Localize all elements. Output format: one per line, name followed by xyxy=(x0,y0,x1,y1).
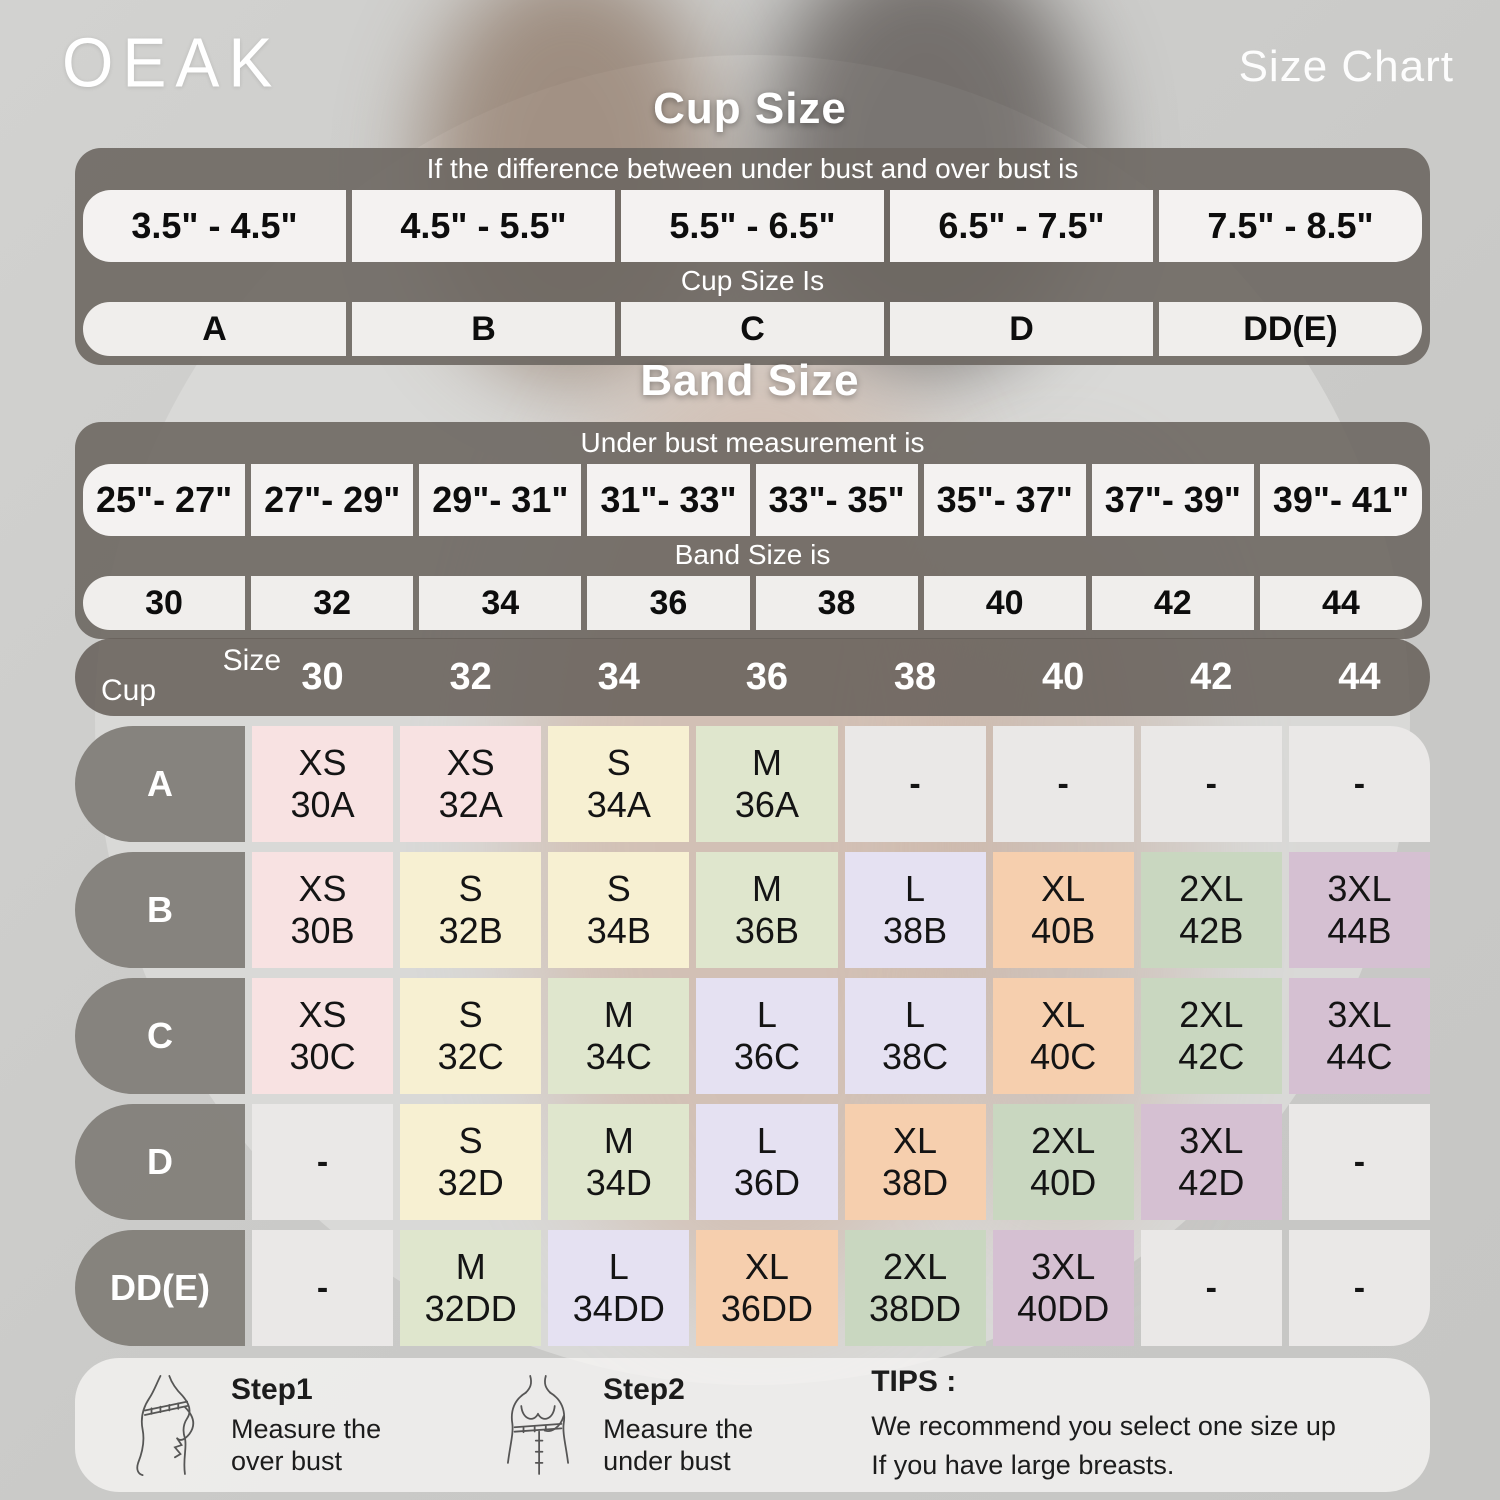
matrix-cell: XL 40B xyxy=(993,852,1134,968)
matrix-cell: L 36D xyxy=(696,1104,837,1220)
cup-value-row xyxy=(83,302,1422,356)
band-range-cell: 29"- 31" xyxy=(419,464,581,536)
matrix-cell: 2XL 40D xyxy=(993,1104,1134,1220)
band-condition-label: Under bust measurement is xyxy=(580,427,925,458)
matrix-cell: - xyxy=(993,726,1134,842)
band-value-cell: 34 xyxy=(419,576,581,630)
band-range-cell: 33"- 35" xyxy=(756,464,918,536)
band-range-cell: 31"- 33" xyxy=(587,464,749,536)
band-value-cell: 30 xyxy=(83,576,245,630)
matrix-cell: S 32C xyxy=(400,978,541,1094)
matrix-cell: 3XL 42D xyxy=(1141,1104,1282,1220)
matrix-cell: S 34B xyxy=(548,852,689,968)
matrix-col-header: 30 xyxy=(301,655,344,698)
matrix-header-row xyxy=(75,638,1430,716)
matrix-row xyxy=(75,726,1430,842)
matrix-cell: S 34A xyxy=(548,726,689,842)
band-value-row xyxy=(83,576,1422,630)
matrix-cell: S 32B xyxy=(400,852,541,968)
matrix-row xyxy=(75,1104,1430,1220)
measure-under-bust-icon xyxy=(499,1373,577,1477)
step1-text xyxy=(231,1373,381,1478)
matrix-cell: M 34C xyxy=(548,978,689,1094)
measure-over-bust-icon xyxy=(127,1373,205,1477)
matrix-body xyxy=(75,726,1430,1346)
matrix-cell: S 32D xyxy=(400,1104,541,1220)
step1-line2: over bust xyxy=(231,1446,343,1476)
size-matrix xyxy=(75,638,1430,1346)
page-title: Size Chart xyxy=(1238,42,1454,91)
tips-line2: If you have large breasts. xyxy=(871,1450,1175,1480)
matrix-cell: L 36C xyxy=(696,978,837,1094)
matrix-cell: - xyxy=(845,726,986,842)
matrix-cell: XL 36DD xyxy=(696,1230,837,1346)
band-range-cell: 37"- 39" xyxy=(1092,464,1254,536)
band-value-cell: 36 xyxy=(587,576,749,630)
matrix-cell: 2XL 42C xyxy=(1141,978,1282,1094)
matrix-col-header: 36 xyxy=(745,655,789,698)
cup-size-table xyxy=(75,148,1430,365)
band-result-label: Band Size is xyxy=(674,539,831,570)
matrix-col-header: 38 xyxy=(893,655,937,698)
cup-range-row xyxy=(83,190,1422,262)
matrix-col-header: 44 xyxy=(1338,655,1381,698)
step2-line1: Measure the xyxy=(603,1413,754,1444)
matrix-row-label: A xyxy=(75,726,245,842)
matrix-col-header: 32 xyxy=(449,655,492,698)
cup-value-cell: D xyxy=(890,302,1153,356)
matrix-row-label: DD(E) xyxy=(75,1230,245,1346)
band-range-cell: 27"- 29" xyxy=(251,464,413,536)
matrix-cell: M 36A xyxy=(696,726,837,842)
corner-size-label: Size xyxy=(222,644,281,677)
matrix-corner-label xyxy=(75,638,281,716)
matrix-row-label: D xyxy=(75,1104,245,1220)
cup-range-cell: 6.5" - 7.5" xyxy=(890,190,1153,262)
band-range-cell: 25"- 27" xyxy=(83,464,245,536)
matrix-cell: XL 38D xyxy=(845,1104,986,1220)
matrix-cell: XL 40C xyxy=(993,978,1134,1094)
corner-cup-label: Cup xyxy=(101,674,157,707)
matrix-cell: L 34DD xyxy=(548,1230,689,1346)
matrix-row xyxy=(75,978,1430,1094)
cup-range-cell: 5.5" - 6.5" xyxy=(621,190,884,262)
matrix-col-header: 42 xyxy=(1190,655,1233,698)
band-value-cell: 38 xyxy=(756,576,918,630)
band-size-table xyxy=(75,422,1430,639)
cup-value-cell: DD(E) xyxy=(1159,302,1422,356)
matrix-cell: - xyxy=(252,1104,393,1220)
step2-text xyxy=(603,1373,753,1478)
measuring-guide-footer xyxy=(75,1358,1430,1492)
band-range-row xyxy=(83,464,1422,536)
cup-value-cell: C xyxy=(621,302,884,356)
step2-line2: under bust xyxy=(603,1446,731,1476)
cup-value-cell: B xyxy=(352,302,615,356)
matrix-col-header: 34 xyxy=(597,655,640,698)
band-value-cell: 40 xyxy=(924,576,1086,630)
band-size-title: Band Size xyxy=(640,356,860,405)
matrix-cell: - xyxy=(252,1230,393,1346)
matrix-cell: 3XL 44C xyxy=(1289,978,1430,1094)
band-value-cell: 44 xyxy=(1260,576,1422,630)
matrix-row-label: B xyxy=(75,852,245,968)
tips-block xyxy=(871,1365,1336,1485)
matrix-cell: M 32DD xyxy=(400,1230,541,1346)
matrix-row xyxy=(75,1230,1430,1346)
cup-range-cell: 3.5" - 4.5" xyxy=(83,190,346,262)
matrix-cell: - xyxy=(1141,1230,1282,1346)
matrix-cell: XS 30B xyxy=(252,852,393,968)
matrix-cell: 2XL 42B xyxy=(1141,852,1282,968)
tips-label: TIPS : xyxy=(871,1364,957,1398)
matrix-cell: 3XL 40DD xyxy=(993,1230,1134,1346)
matrix-cell: 3XL 44B xyxy=(1289,852,1430,968)
matrix-cell: 2XL 38DD xyxy=(845,1230,986,1346)
cup-result-label: Cup Size Is xyxy=(680,265,825,296)
step1-label: Step1 xyxy=(231,1372,313,1406)
band-value-cell: 42 xyxy=(1092,576,1254,630)
tips-line1: We recommend you select one size up xyxy=(871,1410,1336,1441)
matrix-cell: - xyxy=(1289,1104,1430,1220)
cup-size-title: Cup Size xyxy=(653,84,847,133)
matrix-cell: L 38C xyxy=(845,978,986,1094)
cup-range-cell: 4.5" - 5.5" xyxy=(352,190,615,262)
cup-value-cell: A xyxy=(83,302,346,356)
matrix-cell: M 34D xyxy=(548,1104,689,1220)
matrix-cell: - xyxy=(1289,1230,1430,1346)
matrix-cell: XS 32A xyxy=(400,726,541,842)
matrix-cell: - xyxy=(1289,726,1430,842)
matrix-cell: L 38B xyxy=(845,852,986,968)
matrix-row xyxy=(75,852,1430,968)
step1-line1: Measure the xyxy=(231,1413,382,1444)
matrix-cell: XS 30A xyxy=(252,726,393,842)
brand-logo: OEAK xyxy=(62,22,282,102)
matrix-cell: M 36B xyxy=(696,852,837,968)
band-value-cell: 32 xyxy=(251,576,413,630)
band-range-cell: 39"- 41" xyxy=(1260,464,1422,536)
cup-condition-label: If the difference between under bust and over bust is xyxy=(426,153,1079,184)
step2-label: Step2 xyxy=(603,1372,685,1406)
cup-range-cell: 7.5" - 8.5" xyxy=(1159,190,1422,262)
matrix-cell: - xyxy=(1141,726,1282,842)
band-range-cell: 35"- 37" xyxy=(924,464,1086,536)
matrix-cell: XS 30C xyxy=(252,978,393,1094)
matrix-col-header: 40 xyxy=(1042,655,1085,698)
matrix-row-label: C xyxy=(75,978,245,1094)
